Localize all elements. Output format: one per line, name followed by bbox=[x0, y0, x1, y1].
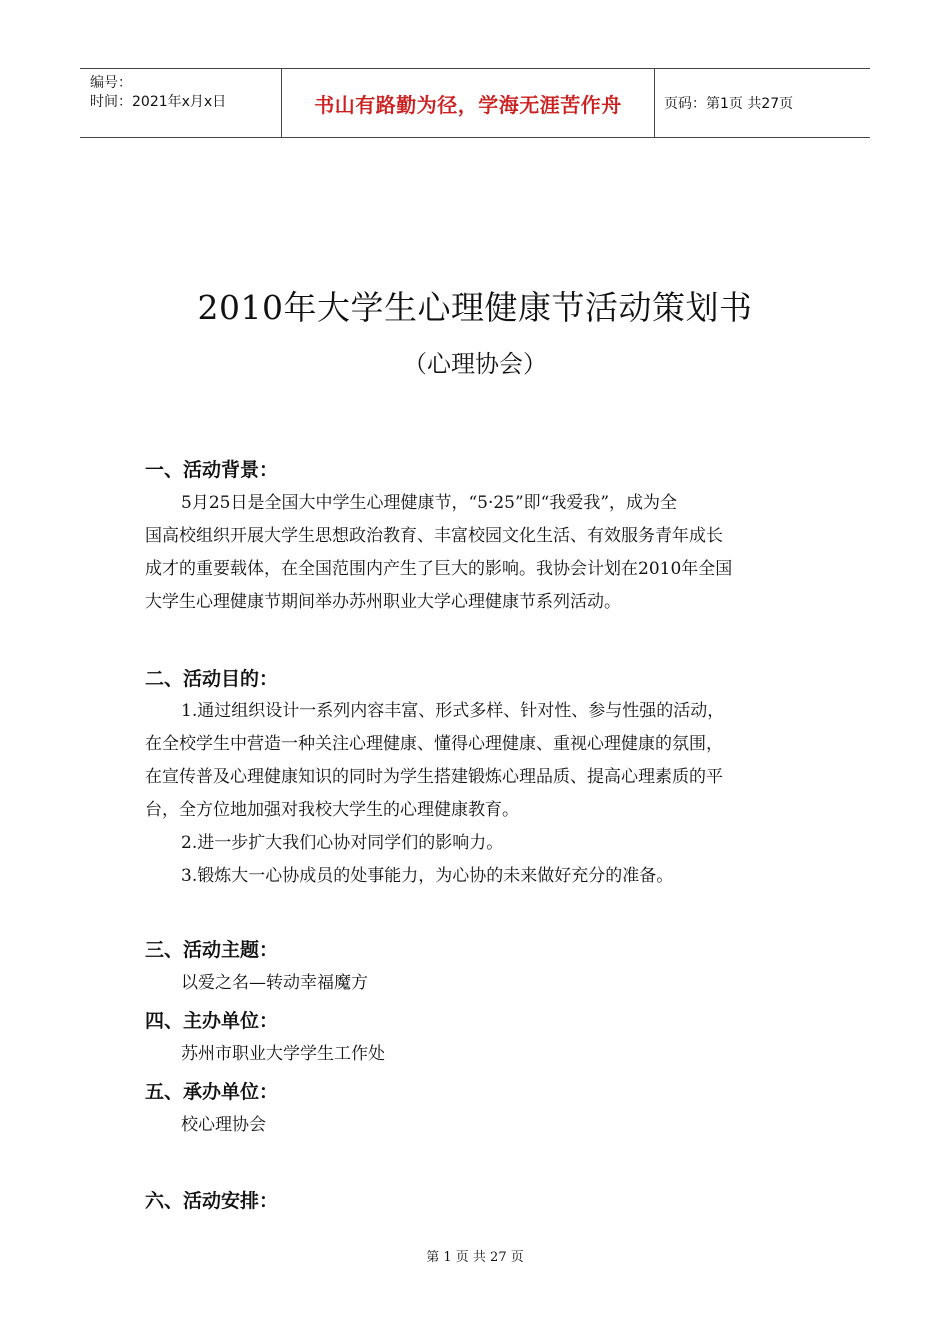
paragraph-line: 苏州市职业大学学生工作处 bbox=[181, 1044, 385, 1064]
section-heading-organizer: 五、承办单位： bbox=[145, 1081, 279, 1103]
paragraph-line: 成才的重要载体，在全国范围内产生了巨大的影响。我协会计划在2010年全国 bbox=[145, 559, 733, 579]
paragraph-line: 2.进一步扩大我们心协对同学们的影响力。 bbox=[181, 833, 504, 853]
paragraph-line: 在全校学生中营造一种关注心理健康、懂得心理健康、重视心理健康的氛围， bbox=[145, 734, 723, 754]
header-time: 时间：2021年x月x日 bbox=[90, 94, 227, 110]
paragraph-line: 国高校组织开展大学生思想政治教育、丰富校园文化生活、有效服务青年成长 bbox=[145, 526, 723, 546]
paragraph-line: 5月25日是全国大中学生心理健康节，“5·25”即“我爱我”，成为全 bbox=[181, 493, 678, 513]
section-heading-theme: 三、活动主题： bbox=[145, 939, 279, 961]
document-subtitle: （心理协会） bbox=[403, 350, 547, 378]
section-heading-arrangement: 六、活动安排： bbox=[145, 1190, 279, 1212]
section-body-background bbox=[145, 487, 810, 619]
paragraph-line: 台，全方位地加强对我校大学生的心理健康教育。 bbox=[145, 800, 519, 820]
section-body-organizer bbox=[145, 1109, 810, 1142]
paragraph-line: 3.锻炼大一心协成员的处事能力，为心协的未来做好充分的准备。 bbox=[181, 866, 674, 886]
header-page-cell bbox=[664, 69, 870, 137]
header-number: 编号： bbox=[90, 75, 132, 91]
paragraph-line: 1.通过组织设计一系列内容丰富、形式多样、针对性、参与性强的活动， bbox=[181, 701, 725, 721]
header-motto: 书山有路勤为径，学海无涯苦作舟 bbox=[314, 92, 622, 117]
paragraph-line: 大学生心理健康节期间举办苏州职业大学心理健康节系列活动。 bbox=[145, 592, 621, 612]
section-heading-purpose: 二、活动目的： bbox=[145, 668, 279, 690]
paragraph-line: 校心理协会 bbox=[181, 1115, 266, 1135]
section-body-purpose bbox=[145, 695, 810, 893]
header-meta-cell bbox=[80, 69, 280, 137]
section-heading-background: 一、活动背景： bbox=[145, 459, 279, 481]
paragraph-line: 以爱之名—转动幸福魔方 bbox=[181, 973, 368, 993]
header-table bbox=[80, 68, 870, 138]
paragraph-line: 在宣传普及心理健康知识的同时为学生搭建锻炼心理品质、提高心理素质的平 bbox=[145, 767, 723, 787]
document-title: 2010年大学生心理健康节活动策划书 bbox=[197, 288, 753, 327]
section-heading-host: 四、主办单位： bbox=[145, 1010, 279, 1032]
section-body-theme bbox=[145, 967, 810, 1000]
header-motto-cell bbox=[281, 69, 655, 137]
header-page: 页码：第1页 共27页 bbox=[664, 96, 794, 112]
section-body-host bbox=[145, 1038, 810, 1071]
page-footer: 第 1 页 共 27 页 bbox=[426, 1250, 524, 1265]
